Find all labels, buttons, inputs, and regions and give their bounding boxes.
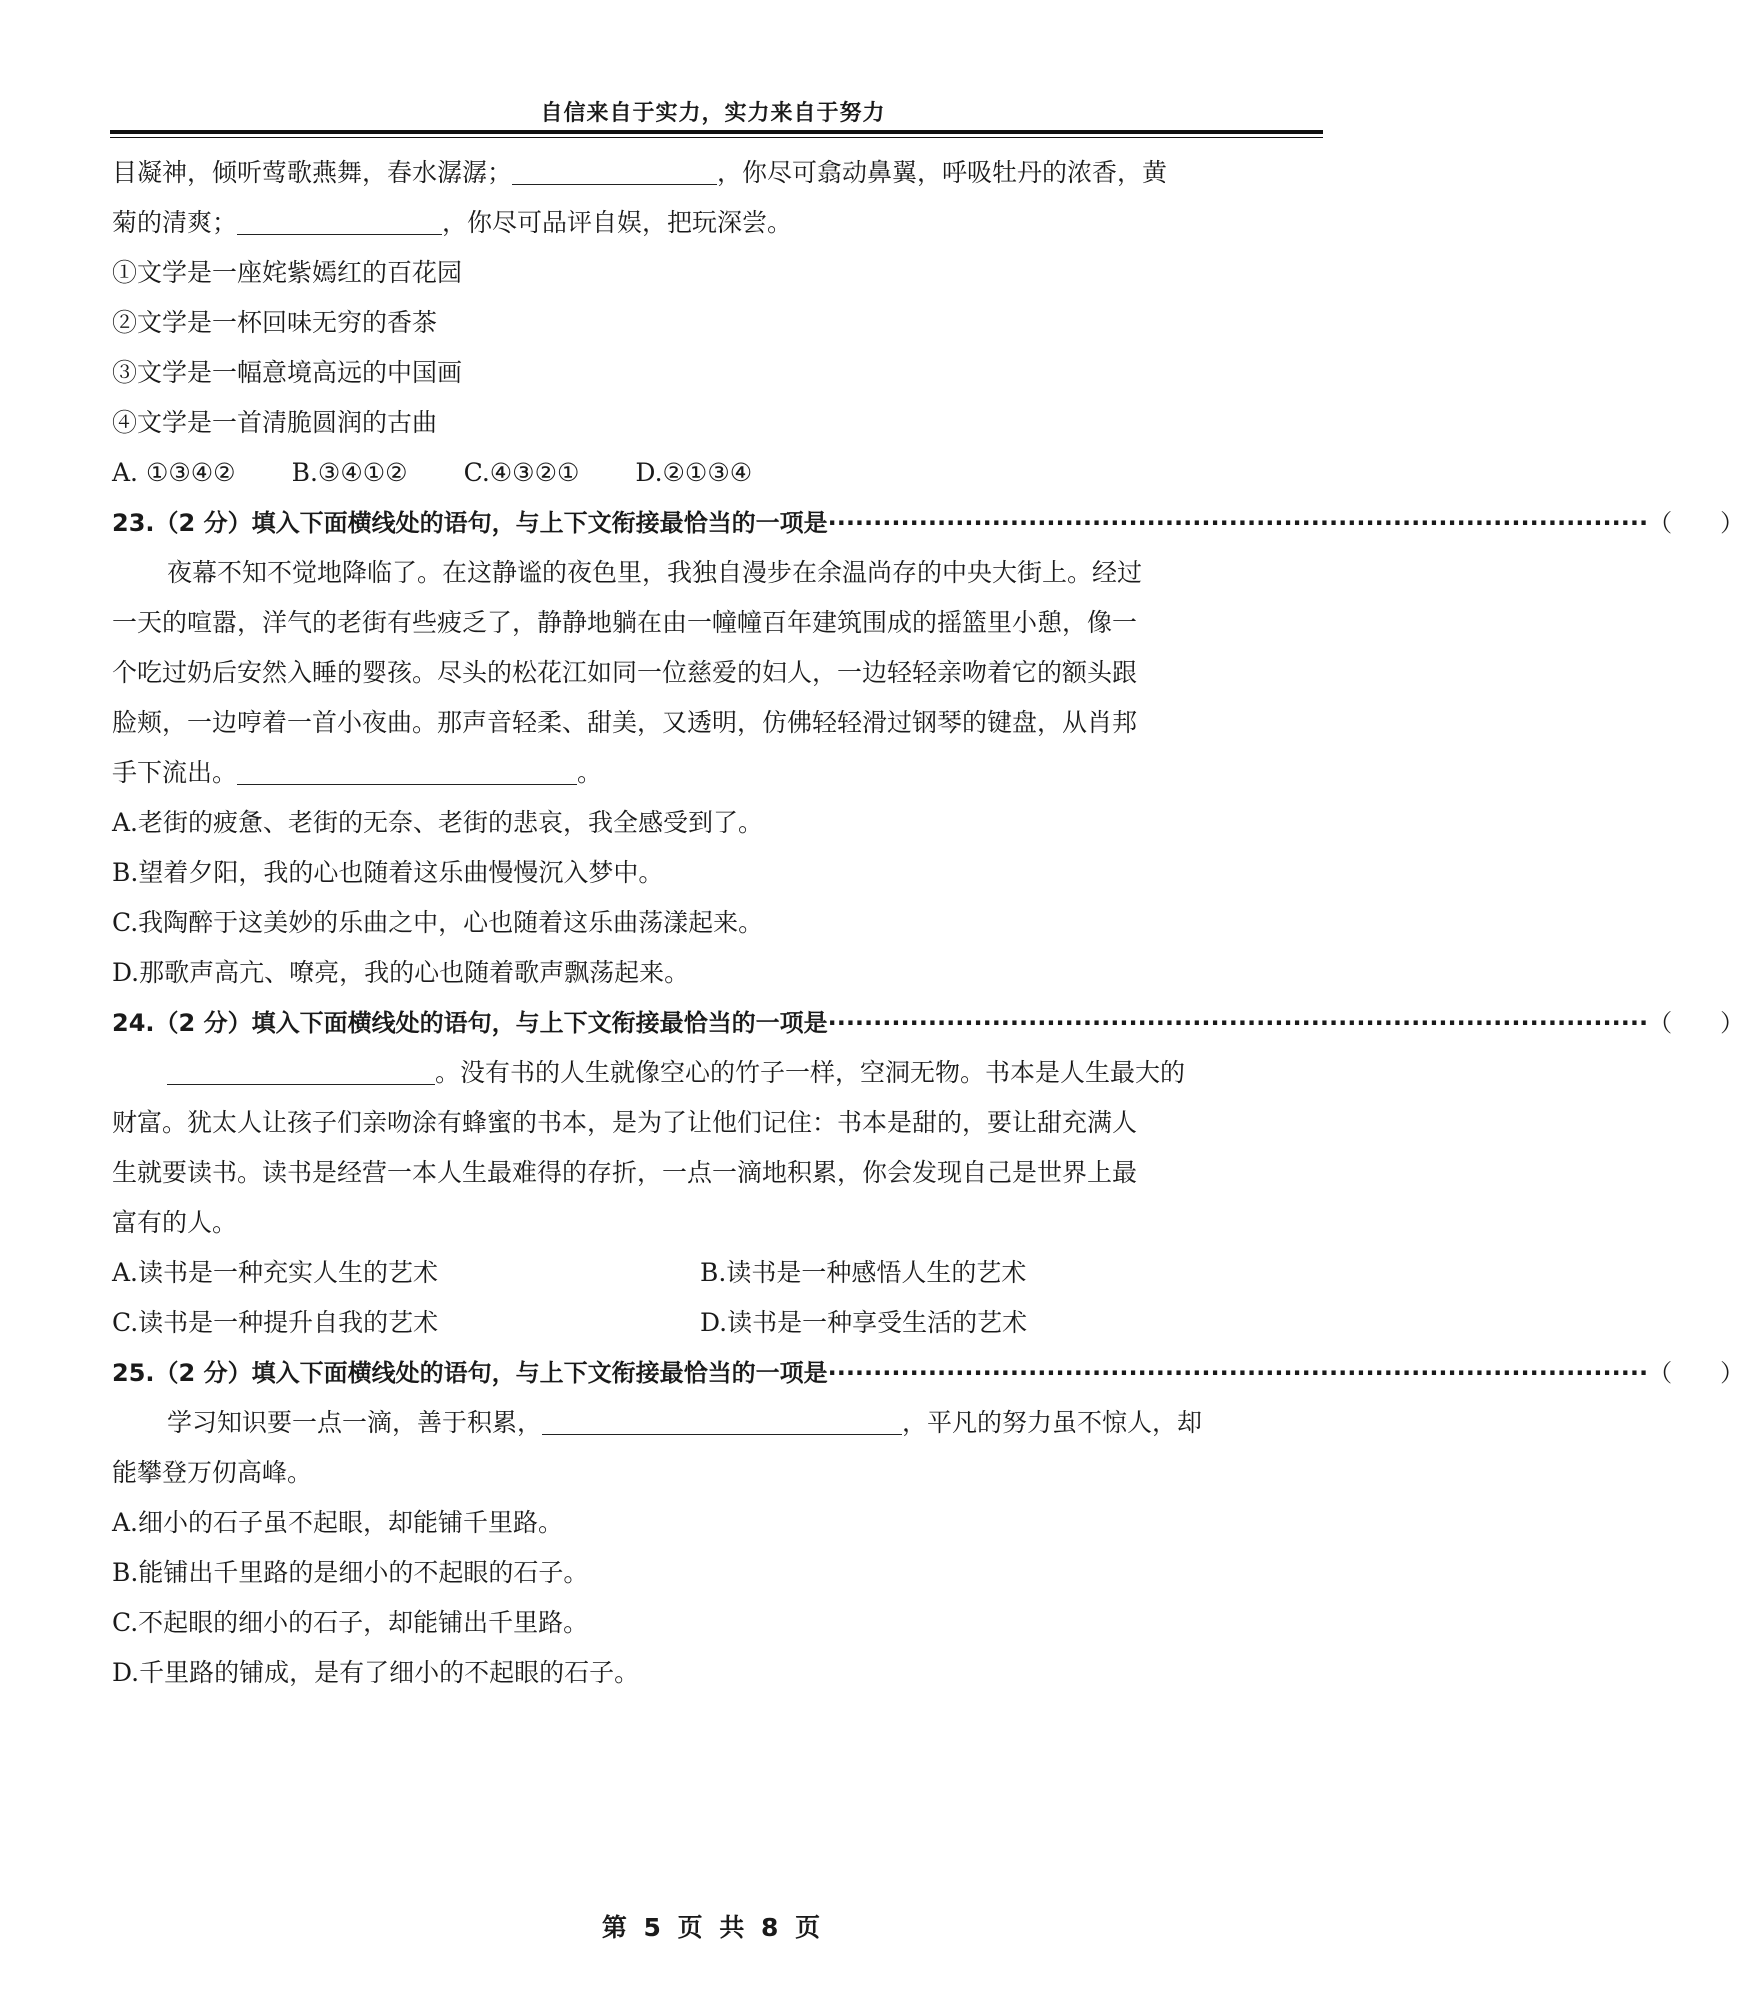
q24-title: 24.（2 分）填入下面横线处的语句，与上下文衔接最恰当的一项是 (112, 1009, 828, 1037)
q25-option-d: D.千里路的铺成，是有了细小的不起眼的石子。 (112, 1658, 640, 1687)
q24-passage-line: 生就要读书。读书是经营一本人生最难得的存折，一点一滴地积累，你会发现自己是世界上最 (112, 1158, 1138, 1187)
q24-passage-line: 财富。犹太人让孩子们亲吻涂有蜂蜜的书本，是为了让他们记住：书本是甜的，要让甜充满人 (112, 1108, 1138, 1137)
answer-blank (237, 206, 442, 235)
answer-parentheses: （ ） (1648, 1359, 1744, 1387)
q24-option-a: A.读书是一种充实人生的艺术 (112, 1258, 439, 1287)
header-rule-thick (110, 130, 1323, 134)
q25-option-b: B.能铺出千里路的是细小的不起眼的石子。 (112, 1558, 589, 1587)
q22-text-segment: 菊的清爽； (112, 208, 238, 237)
q23-text-segment: 手下流出。 (112, 758, 238, 787)
q22-item: ③文学是一幅意境高远的中国画 (112, 358, 463, 387)
page-number-footer: 第 5 页 共 8 页 (601, 1913, 825, 1942)
q24-passage-line (112, 1048, 1324, 1098)
q22-choice-a: A. ①③④② (112, 458, 236, 487)
q22-item: ①文学是一座姹紫嫣红的百花园 (112, 258, 463, 287)
q24-passage-line: 富有的人。 (112, 1208, 238, 1237)
q23-passage-line (112, 748, 1324, 798)
q23-option-d: D.那歌声高亢、嘹亮，我的心也随着歌声飘荡起来。 (112, 958, 690, 987)
q25-passage-line: 能攀登万仞高峰。 (112, 1458, 313, 1487)
leader-dots: ·························································································· (827, 1359, 1649, 1387)
answer-blank (542, 1406, 902, 1435)
q24-text-segment: 。没有书的人生就像空心的竹子一样，空洞无物。书本是人生最大的 (435, 1058, 1186, 1087)
leader-dots: ·························································································· (827, 509, 1649, 537)
q22-item: ④文学是一首清脆圆润的古曲 (112, 408, 438, 437)
q22-choice-c: C.④③②① (463, 458, 580, 487)
answer-parentheses: （ ） (1648, 1009, 1744, 1037)
q22-passage-line (112, 148, 1324, 198)
answer-blank (167, 1056, 435, 1085)
q25-text-segment: ，平凡的努力虽不惊人，却 (902, 1408, 1203, 1437)
answer-blank (237, 756, 577, 785)
q23-passage-line: 脸颊，一边哼着一首小夜曲。那声音轻柔、甜美，又透明，仿佛轻轻滑过钢琴的键盘，从肖邦 (112, 708, 1138, 737)
q23-title: 23.（2 分）填入下面横线处的语句，与上下文衔接最恰当的一项是 (112, 509, 828, 537)
q25-passage-line (112, 1398, 1324, 1448)
answer-parentheses: （ ） (1648, 509, 1744, 537)
q22-choices (112, 448, 1324, 498)
q23-passage-line: 一天的喧嚣，洋气的老街有些疲乏了，静静地躺在由一幢幢百年建筑围成的摇篮里小憩，像一 (112, 608, 1138, 637)
q22-choice-d: D.②①③④ (635, 458, 753, 487)
answer-blank (512, 156, 717, 185)
q25-option-a: A.细小的石子虽不起眼，却能铺千里路。 (112, 1508, 564, 1537)
q23-text-segment: 。 (577, 758, 603, 787)
q22-item: ②文学是一杯回味无穷的香茶 (112, 308, 438, 337)
q24-option-c: C.读书是一种提升自我的艺术 (112, 1308, 439, 1337)
q24-option-d: D.读书是一种享受生活的艺术 (700, 1308, 1028, 1337)
q23-title-row (112, 498, 1744, 548)
leader-dots: ·························································································· (827, 1009, 1649, 1037)
q24-option-b: B.读书是一种感悟人生的艺术 (700, 1258, 1027, 1287)
q22-passage-line (112, 198, 1324, 248)
q25-text-segment: 学习知识要一点一滴，善于积累， (167, 1408, 543, 1437)
q22-text-segment: ，你尽可品评自娱，把玩深尝。 (442, 208, 793, 237)
q24-option-row (112, 1248, 1324, 1298)
q25-title: 25.（2 分）填入下面横线处的语句，与上下文衔接最恰当的一项是 (112, 1359, 828, 1387)
q22-text-segment: 目凝神，倾听莺歌燕舞，春水潺潺； (112, 158, 513, 187)
page-header-motto: 自信来自于实力，实力来自于努力 (540, 101, 886, 126)
q24-title-row (112, 998, 1744, 1048)
q25-option-c: C.不起眼的细小的石子，却能铺出千里路。 (112, 1608, 589, 1637)
q23-option-a: A.老街的疲惫、老街的无奈、老街的悲哀，我全感受到了。 (112, 808, 764, 837)
q25-title-row (112, 1348, 1744, 1398)
q22-text-segment: ，你尽可翕动鼻翼，呼吸牡丹的浓香，黄 (717, 158, 1168, 187)
q23-option-b: B.望着夕阳，我的心也随着这乐曲慢慢沉入梦中。 (112, 858, 664, 887)
q24-option-row (112, 1298, 1324, 1348)
header-rule-thin (110, 137, 1323, 138)
q22-choice-b: B.③④①② (291, 458, 408, 487)
page-content (112, 148, 1744, 1698)
q23-option-c: C.我陶醉于这美妙的乐曲之中，心也随着这乐曲荡漾起来。 (112, 908, 764, 937)
q23-passage-line: 夜幕不知不觉地降临了。在这静谧的夜色里，我独自漫步在余温尚存的中央大街上。经过 (167, 558, 1143, 587)
q23-passage-line: 个吃过奶后安然入睡的婴孩。尽头的松花江如同一位慈爱的妇人，一边轻轻亲吻着它的额头跟 (112, 658, 1138, 687)
